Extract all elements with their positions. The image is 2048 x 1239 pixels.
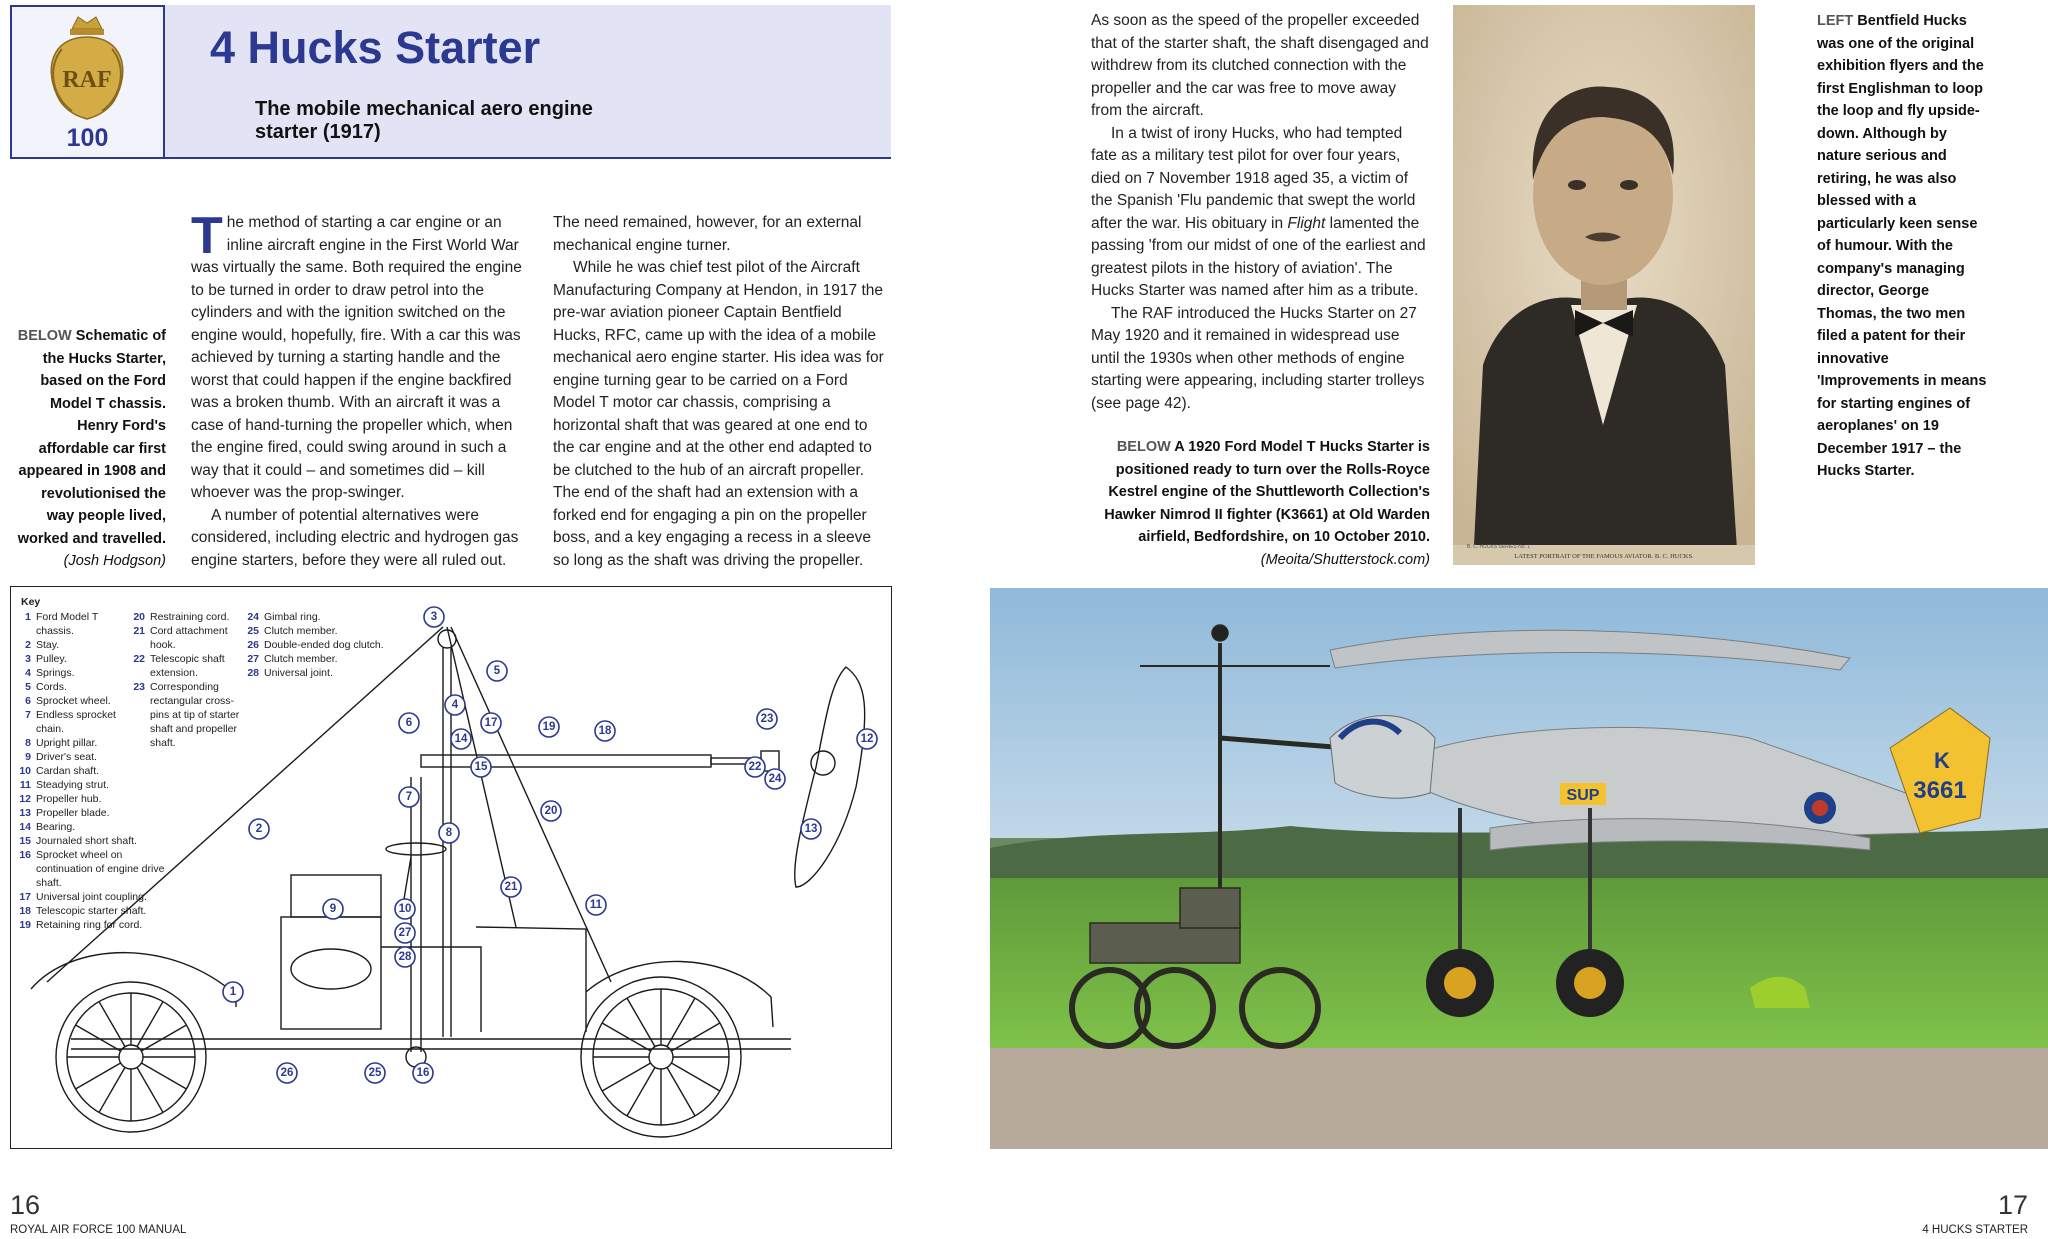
key-label: Driver's seat. (36, 751, 97, 763)
caption-lead: BELOW (1116, 439, 1171, 455)
key-label: Double-ended dog clutch. (264, 639, 384, 651)
svg-text:28: 28 (398, 951, 412, 963)
key-number: 22 (133, 653, 145, 665)
svg-text:1: 1 (229, 986, 237, 998)
key-label: Propeller hub. (36, 793, 102, 805)
key-label: shaft. (150, 737, 176, 749)
svg-text:2: 2 (255, 823, 263, 835)
key-label: pins at tip of starter (150, 709, 240, 721)
caption-text: Schematic of the Hucks Starter, based on the Ford Model T chassis. Henry Ford's affordable car first appeared in 1908 and revolutionised the way people lived, worked and travelled. (17, 328, 166, 547)
svg-text:11: 11 (589, 899, 603, 911)
callout-11 (586, 895, 606, 915)
key-number: 2 (25, 639, 31, 651)
schematic-caption (10, 325, 166, 573)
key-label: Steadying strut. (36, 779, 109, 791)
key-label: Cords. (36, 681, 67, 693)
key-label: Universal joint. (264, 667, 333, 679)
svg-text:3: 3 (430, 611, 438, 623)
key-number: 6 (25, 695, 31, 707)
callout-27 (395, 923, 415, 943)
callout-12 (857, 729, 877, 749)
hucks-starter-schematic (10, 586, 892, 1149)
key-number: 8 (25, 737, 31, 749)
svg-text:19: 19 (542, 721, 556, 733)
key-number: 25 (247, 625, 259, 637)
svg-text:8: 8 (445, 827, 453, 839)
svg-text:16: 16 (416, 1067, 430, 1079)
svg-text:27: 27 (398, 927, 412, 939)
svg-text:24: 24 (768, 773, 782, 785)
svg-text:22: 22 (748, 761, 762, 773)
body-paragraph (1091, 123, 1431, 303)
key-label: Upright pillar. (36, 737, 98, 749)
caption-credit: (Meoita/Shutterstock.com) (1260, 551, 1430, 568)
callout-19 (539, 717, 559, 737)
key-label: Springs. (36, 667, 75, 679)
key-label: Clutch member. (264, 625, 338, 637)
svg-text:13: 13 (804, 823, 818, 835)
nimrod-hucks-starter-photo (990, 588, 2048, 1149)
svg-text:20: 20 (544, 805, 558, 817)
key-number: 11 (19, 779, 31, 791)
key-label: Pulley. (36, 653, 67, 665)
svg-text:26: 26 (280, 1067, 294, 1079)
key-label: Bearing. (36, 821, 76, 833)
svg-text:RAF: RAF (62, 67, 112, 93)
callout-9 (323, 899, 343, 919)
key-number: 18 (19, 905, 31, 917)
body-paragraph: As soon as the speed of the propeller exceeded that of the starter shaft, the shaft disengaged and withdrew from its clutched connection with the propeller and the car was free to move away from the aircraft. (1091, 12, 1429, 119)
key-number: 21 (133, 625, 145, 637)
key-number: 10 (19, 765, 31, 777)
svg-text:17: 17 (484, 717, 498, 729)
key-label: continuation of engine drive (36, 863, 165, 875)
key-number: 17 (19, 891, 31, 903)
key-label: Sprocket wheel. (36, 695, 111, 707)
key-label: Stay. (36, 639, 60, 651)
key-label: Endless sprocket (36, 709, 116, 721)
key-label: Restraining cord. (150, 611, 230, 623)
raf-crest-icon (12, 9, 163, 129)
badge-number: 100 (66, 124, 109, 152)
callout-13 (801, 819, 821, 839)
callout-15 (471, 757, 491, 777)
svg-text:LATEST PORTRAIT OF THE FAMOUS: LATEST PORTRAIT OF THE FAMOUS AVIATOR. B. C. HUCKS. (1514, 553, 1694, 560)
key-label: Gimbal ring. (264, 611, 321, 623)
body-column-2 (553, 212, 890, 572)
svg-text:21: 21 (504, 881, 518, 893)
svg-text:SUP: SUP (1566, 787, 1600, 804)
caption-lead: BELOW (17, 328, 72, 344)
svg-text:18: 18 (598, 725, 612, 737)
svg-text:10: 10 (398, 903, 412, 915)
callout-25 (365, 1063, 385, 1083)
key-number: 3 (25, 653, 31, 665)
key-label: Ford Model T (36, 611, 99, 623)
svg-text:Key: Key (21, 596, 41, 608)
caption-credit: (Josh Hodgson) (63, 553, 166, 569)
body-paragraph: The RAF introduced the Hucks Starter on 27 May 1920 and it remained in widespread use until the 1930s when other methods of engine starting were appearing, including starter trolleys (see page 42). (1091, 304, 1425, 412)
key-number: 1 (25, 611, 31, 623)
chapter-title: 4 Hucks Starter (210, 22, 541, 73)
svg-text:3661: 3661 (1913, 777, 1967, 804)
callout-16 (413, 1063, 433, 1083)
callout-14 (451, 729, 471, 749)
page-number-left: 16 (10, 1190, 41, 1220)
key-label: Clutch member. (264, 653, 338, 665)
callout-23 (757, 709, 777, 729)
svg-text:9: 9 (329, 903, 337, 915)
callout-5 (487, 661, 507, 681)
key-label: Telescopic shaft (150, 653, 225, 665)
key-label: Journaled short shaft. (36, 835, 137, 847)
paragraph-text: In a twist of irony Hucks, who had tempted fate as a military test pilot for over four years, died on 7 November 1918 aged 35, a victim of the Spanish 'Flu pandemic that swept the world after the war. His obituary in (1091, 124, 1416, 232)
body-paragraph: While he was chief test pilot of the Aircraft Manufacturing Company at Hendon, in 1917 the pre-war aviation pioneer Captain Bentfield Hucks, RFC, came up with the idea of a mobile mechanical aero engine starter. His idea was for engine turning gear to be carried on a Ford Model T motor car chassis, comprising a horizontal shaft that was geared at one end to the car engine and at the other end adapted to be clutched to the hub of an aircraft propeller. The end of the shaft had an extension with a forked end for engaging a pin on the propeller boss, and a key engaging a recess in a sleeve so long as the shaft was driving the propeller. (553, 259, 884, 569)
callout-28 (395, 947, 415, 967)
svg-text:6: 6 (405, 717, 413, 729)
paragraph-text: lamented the passing 'from our midst of one of the earliest and greatest pilots in the history of aviation'. The Hucks Starter was named after him as a tribute. (1091, 214, 1426, 299)
key-label: rectangular cross- (150, 695, 235, 707)
body-paragraph: A number of potential alternatives were considered, including electric and hydrogen gas engine starters, before they were all ruled out. (191, 506, 519, 569)
key-label: Cardan shaft. (36, 765, 100, 777)
svg-text:14: 14 (454, 733, 468, 745)
svg-text:23: 23 (760, 713, 774, 725)
callout-8 (439, 823, 459, 843)
callout-17 (481, 713, 501, 733)
schematic-key (19, 596, 383, 931)
photo-caption (1100, 436, 1430, 571)
page-number-right: 17 (1997, 1190, 2028, 1220)
key-number: 20 (133, 611, 145, 623)
body-paragraph (191, 207, 528, 505)
key-number: 5 (25, 681, 31, 693)
running-footer-left: ROYAL AIR FORCE 100 MANUAL (10, 1224, 187, 1236)
key-number: 27 (247, 653, 259, 665)
key-number: 9 (25, 751, 31, 763)
key-label: Telescopic starter shaft. (36, 905, 147, 917)
svg-text:15: 15 (474, 761, 488, 773)
key-number: 23 (133, 681, 145, 693)
caption-text: A 1920 Ford Model T Hucks Starter is positioned ready to turn over the Rolls-Royce Kestrel engine of the Shuttleworth Collection's Hawker Nimrod II fighter (K3661) at Old Warden airfield, Bedfordshire, on 10 October 2010. (1104, 439, 1430, 545)
chapter-subtitle: The mobile mechanical aero engine starter (1917) (255, 98, 593, 143)
svg-text:12: 12 (860, 733, 874, 745)
callout-22 (745, 757, 765, 777)
callout-2 (249, 819, 269, 839)
publication-name: Flight (1287, 214, 1326, 232)
callout-21 (501, 877, 521, 897)
callout-1 (223, 982, 243, 1002)
key-number: 14 (19, 821, 31, 833)
key-number: 15 (19, 835, 31, 847)
key-label: Sprocket wheel on (36, 849, 123, 861)
key-label: shaft and propeller (150, 723, 237, 735)
body-column-1 (191, 207, 528, 572)
key-number: 26 (247, 639, 259, 651)
callout-7 (399, 787, 419, 807)
key-number: 12 (19, 793, 31, 805)
drop-cap: T (191, 207, 223, 265)
callout-26 (277, 1063, 297, 1083)
callout-18 (595, 721, 615, 741)
key-label: chain. (36, 723, 65, 735)
raf-100-badge (10, 5, 165, 159)
svg-text:K: K (1934, 748, 1950, 773)
key-number: 16 (19, 849, 31, 861)
callout-3 (424, 607, 444, 627)
svg-text:4: 4 (451, 699, 459, 711)
key-number: 19 (19, 919, 31, 931)
paragraph-text: he method of starting a car engine or an inline aircraft engine in the First World War was virtually the same. Both required the engine to be turned in order to draw petrol into the cylinders and with the ignition switched on the engine would, hopefully, fire. With a car this was achieved by turning a starting handle and the worst that could happen if the engine backfired was a broken thumb. With an aircraft it was a case of hand-turning the propeller which, when the engine fired, could swing around in such a way that it could – and sometimes did – kill whoever was the prop-swinger. (191, 214, 522, 501)
svg-text:25: 25 (368, 1067, 382, 1079)
key-label: Propeller blade. (36, 807, 110, 819)
key-number: 24 (247, 611, 259, 623)
key-label: Universal joint coupling. (36, 891, 147, 903)
callout-6 (399, 713, 419, 733)
key-number: 13 (19, 807, 31, 819)
callout-20 (541, 801, 561, 821)
key-number: 4 (25, 667, 31, 679)
key-number: 28 (247, 667, 259, 679)
caption-lead: LEFT (1817, 13, 1854, 29)
svg-text:5: 5 (493, 665, 501, 677)
key-number: 7 (25, 709, 31, 721)
key-label: extension. (150, 667, 198, 679)
key-label: hook. (150, 639, 176, 651)
svg-text:B. C. HUCKS SERIES No. 1: B. C. HUCKS SERIES No. 1 (1467, 544, 1531, 550)
caption-text: Bentfield Hucks was one of the original exhibition flyers and the first Englishman to loop the loop and fly upside-down. Although by nature serious and retiring, he was also blessed with a particularly keen sense of humour. With the company's managing director, George Thomas, the two men filed a patent for their innovative 'Improvements in means for starting engines of aeroplanes' on 19 December 1917 – the Hucks Starter. (1817, 13, 1987, 479)
svg-text:7: 7 (405, 791, 413, 803)
body-column-3 (1091, 10, 1431, 415)
callout-4 (445, 695, 465, 715)
key-label: Corresponding (150, 681, 219, 693)
key-label: Retaining ring for cord. (36, 919, 143, 931)
key-label: Cord attachment (150, 625, 228, 637)
key-label: shaft. (36, 877, 62, 889)
hucks-portrait-photo (1453, 5, 1755, 565)
callout-24 (765, 769, 785, 789)
callout-10 (395, 899, 415, 919)
running-footer-right: 4 HUCKS STARTER (1922, 1224, 2028, 1236)
portrait-caption (1817, 10, 1992, 483)
key-label: chassis. (36, 625, 74, 637)
body-paragraph: The need remained, however, for an external mechanical engine turner. (553, 214, 862, 254)
